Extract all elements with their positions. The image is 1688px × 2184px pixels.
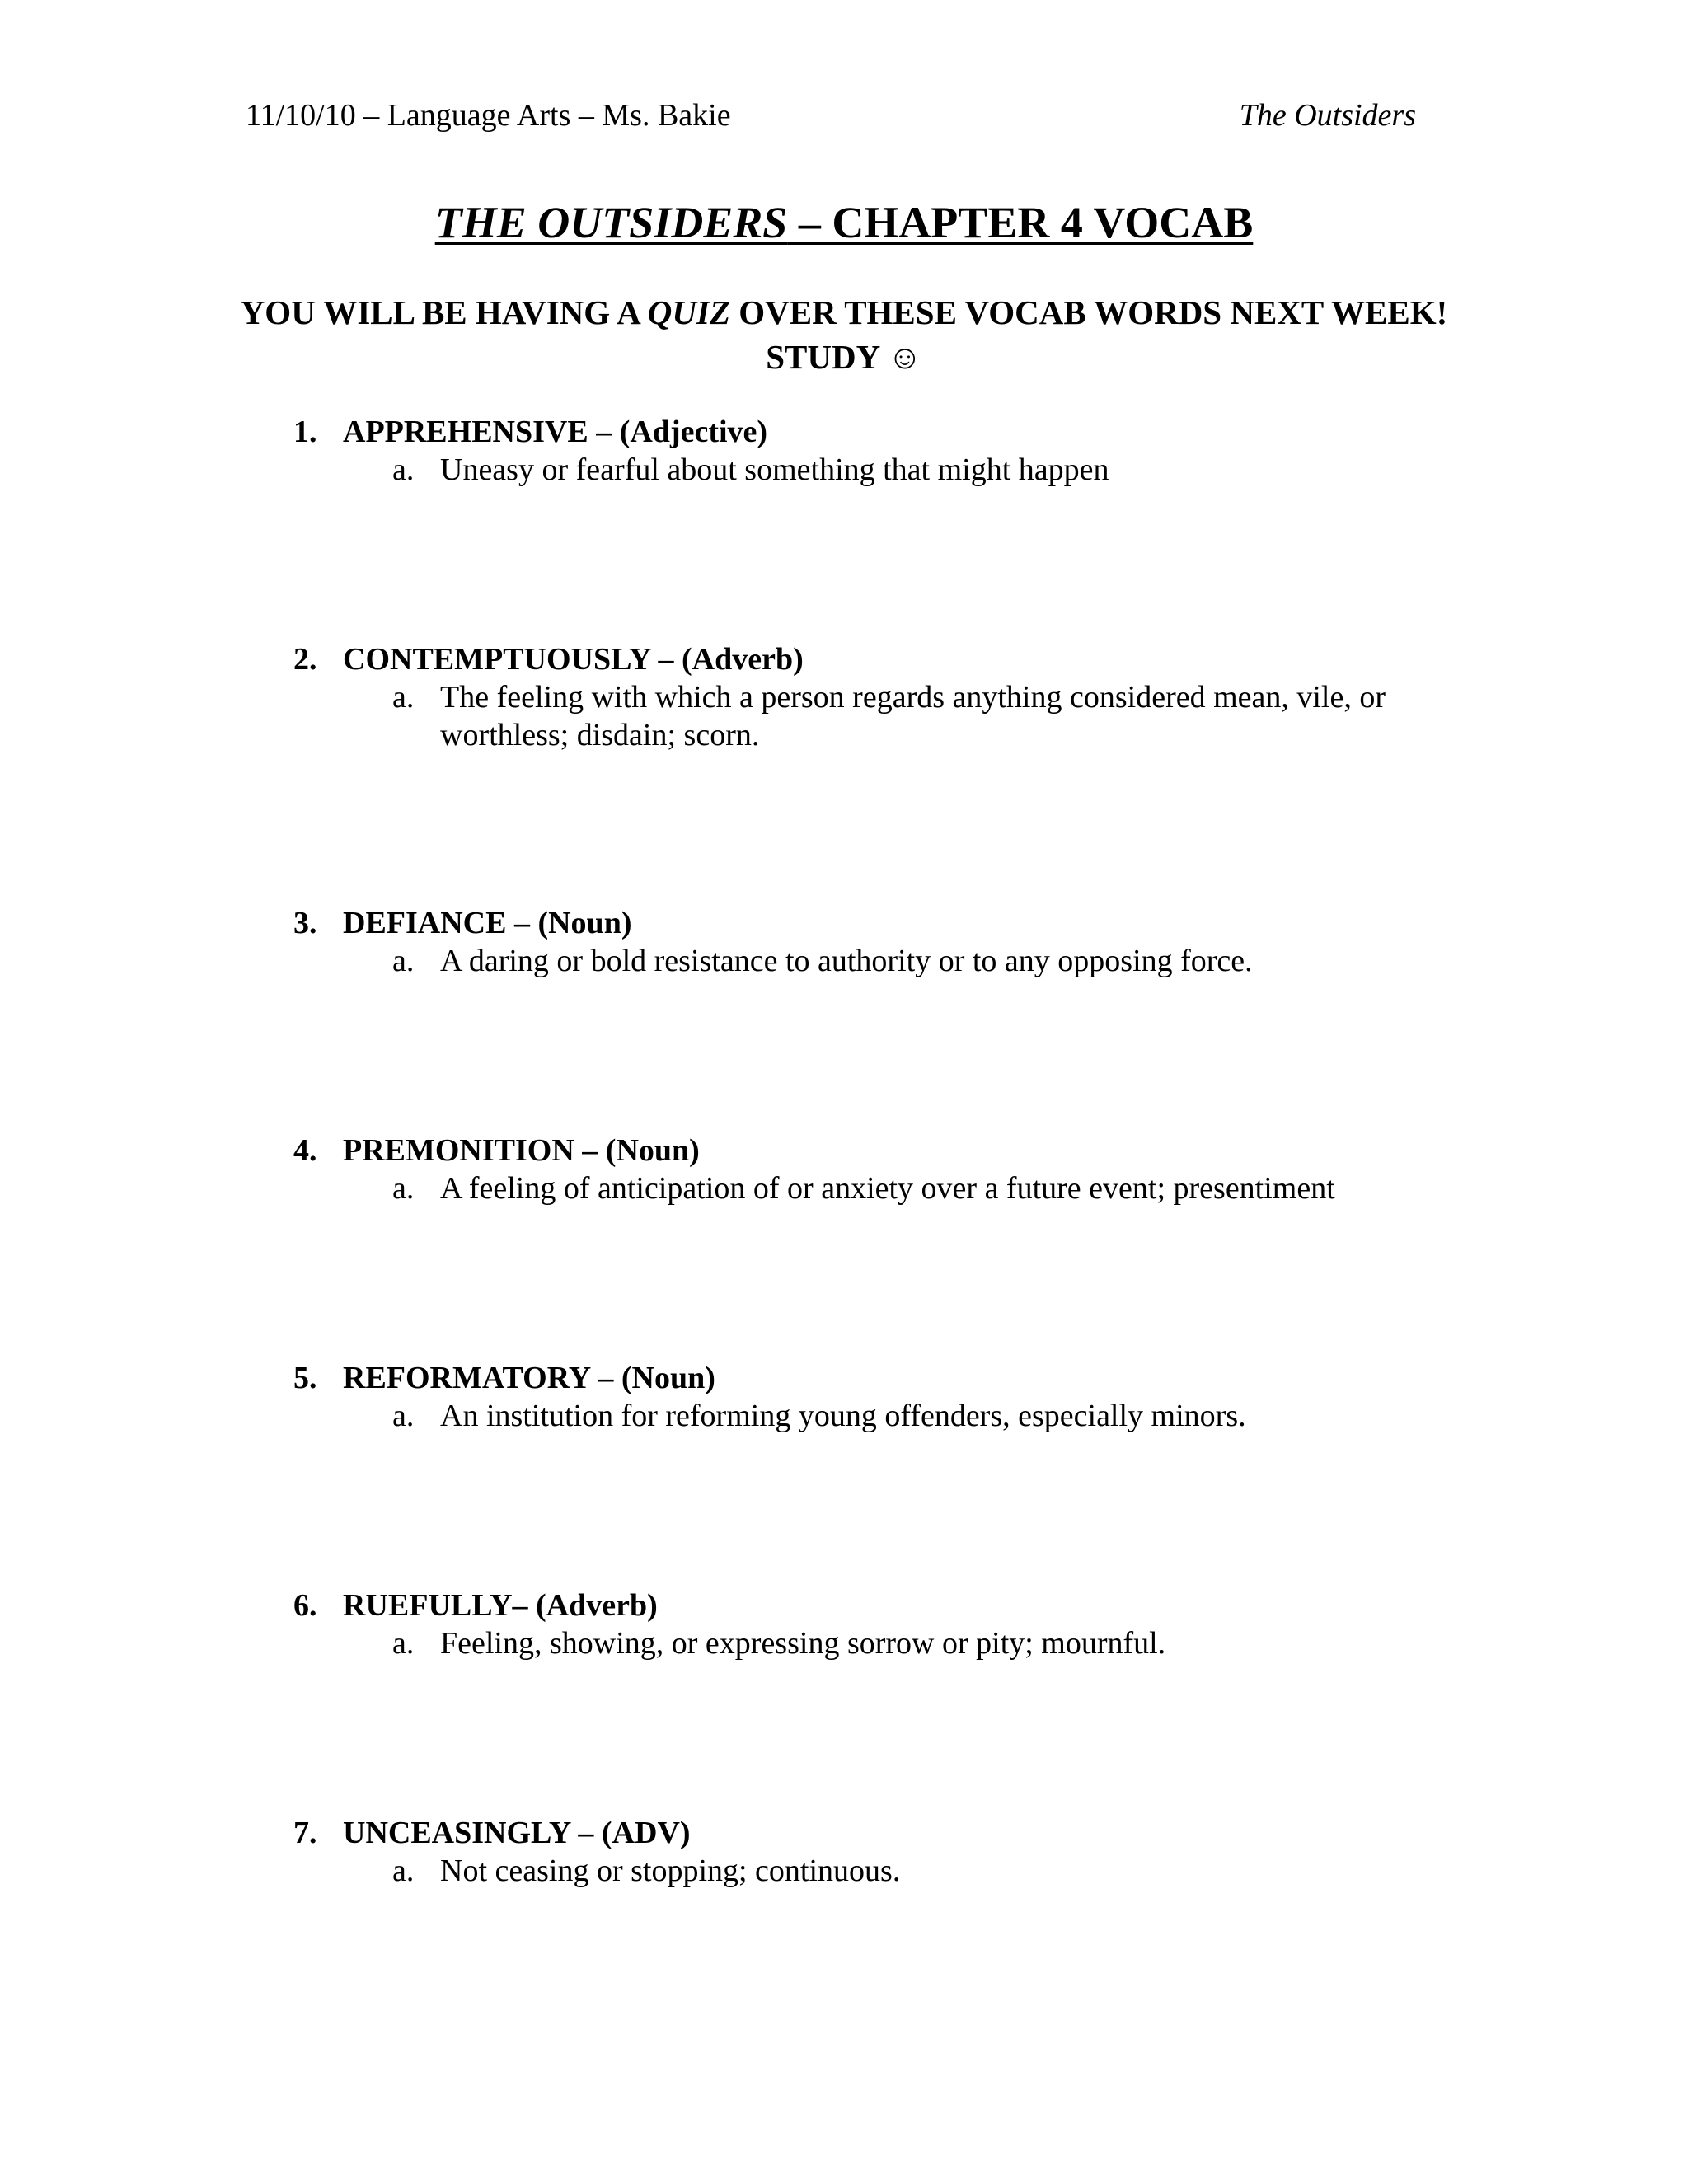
definition-text: The feeling with which a person regards anything considered mean, vile, or worthless; disdain; scorn. [440,680,1386,752]
vocab-heading [293,413,767,451]
vocab-definition [392,1169,1414,1207]
vocab-heading [293,1359,715,1397]
definition-letter: a. [392,1399,415,1433]
definition-letter: a. [392,1626,415,1661]
vocab-number: 3. [293,906,317,940]
notice-quiz-word: QUIZ [647,293,730,331]
vocab-definition [392,451,1414,489]
vocab-word: PREMONITION – (Noun) [343,1133,700,1168]
title-chapter-vocab: – CHAPTER 4 VOCAB [787,198,1254,247]
vocab-heading [293,904,631,942]
vocab-word: CONTEMPTUOUSLY – (Adverb) [343,642,804,677]
definition-text: An institution for reforming young offenders, especially minors. [440,1399,1246,1433]
vocab-definition [392,1852,1414,1890]
header-book-title: The Outsiders [1239,98,1416,133]
vocab-word: APPREHENSIVE – (Adjective) [343,415,768,449]
vocab-number: 1. [293,415,317,449]
vocab-definition [392,1624,1414,1662]
vocab-number: 7. [293,1816,317,1850]
vocab-definition [392,942,1414,980]
vocab-word: DEFIANCE – (Noun) [343,906,632,940]
quiz-notice [239,290,1449,379]
vocab-number: 6. [293,1588,317,1623]
vocab-word: RUEFULLY– (Adverb) [343,1588,658,1623]
definition-letter: a. [392,1171,415,1206]
definition-letter: a. [392,452,415,487]
vocab-heading [293,1132,700,1169]
vocab-word: REFORMATORY – (Noun) [343,1361,715,1395]
notice-text-after: OVER THESE VOCAB WORDS NEXT WEEK! STUDY ☺ [729,293,1448,376]
definition-text: Not ceasing or stopping; continuous. [440,1854,901,1888]
definition-text: Uneasy or fearful about something that might happen [440,452,1109,487]
header-date-class-teacher: 11/10/10 – Language Arts – Ms. Bakie [246,98,731,133]
vocab-heading [293,1586,658,1624]
vocab-word: UNCEASINGLY – (ADV) [343,1816,691,1850]
definition-text: Feeling, showing, or expressing sorrow or pity; mournful. [440,1626,1166,1661]
vocab-number: 4. [293,1133,317,1168]
definition-text: A feeling of anticipation of or anxiety over a future event; presentiment [440,1171,1335,1206]
definition-letter: a. [392,944,415,978]
vocab-number: 2. [293,642,317,677]
notice-text-before: YOU WILL BE HAVING A [240,293,648,331]
vocab-heading [293,640,804,678]
page-title [0,196,1688,249]
vocab-heading [293,1814,691,1852]
vocab-number: 5. [293,1361,317,1395]
definition-text: A daring or bold resistance to authority or to any opposing force. [440,944,1253,978]
definition-letter: a. [392,1854,415,1888]
vocab-definition [392,1397,1414,1435]
title-book-name: THE OUTSIDERS [434,198,788,247]
definition-letter: a. [392,680,415,715]
vocab-definition [392,678,1414,754]
